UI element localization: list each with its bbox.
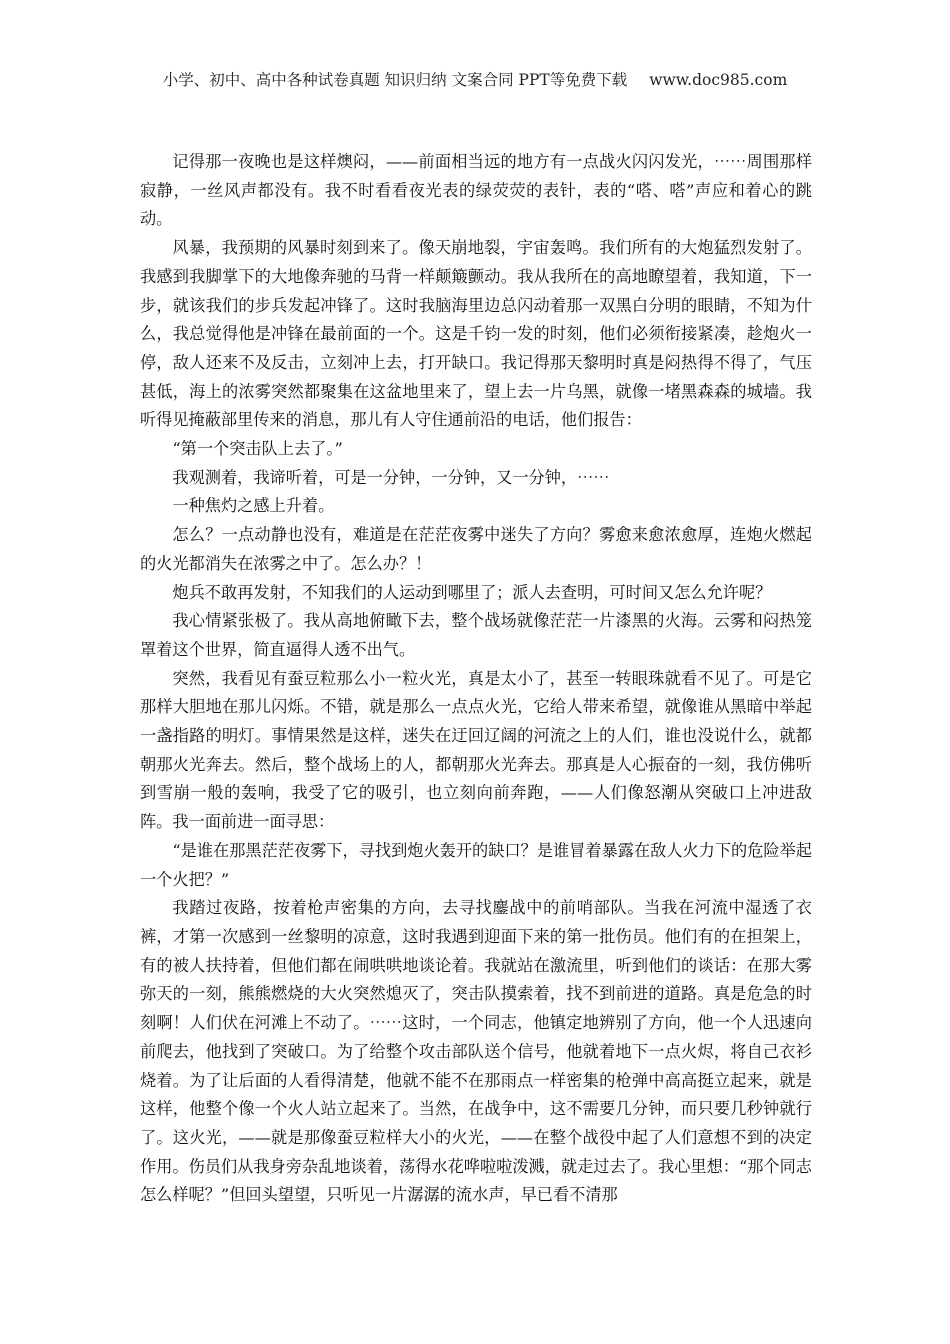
paragraph: 一种焦灼之感上升着。 xyxy=(172,496,335,516)
paragraph: 突然，我看见有蚕豆粒那么小一粒火光，真是太小了，甚至一转眼珠就看不见了。可是它那样大胆地在那儿闪烁。不错，就是那么一点点火光，它给人带来希望，就像谁从黑暗中举起一盏指路的明灯。事情果然是这样，迷失在迂回辽阔的河流之上的人们，谁也没说什么，就都朝那火光奔去。然后，整个战场上的人，都朝那火光奔去。那真是人心振奋的一刻，我仿佛听到雪崩一般的轰响，我受了它的吸引，也立刻向前奔跑，——人们像怒潮从突破口上冲进敌阵。我一面前进一面寻思： xyxy=(140,668,812,832)
paragraph: 我心情紧张极了。我从高地俯瞰下去，整个战场就像茫茫一片漆黑的火海。云雾和闷热笼罩着这个世界，简直逼得人透不出气。 xyxy=(140,611,812,659)
paragraph: 炮兵不敢再发射，不知我们的人运动到哪里了；派人去查明，可时间又怎么允许呢？ xyxy=(172,582,772,602)
paragraph: 风暴，我预期的风暴时刻到来了。像天崩地裂，宇宙轰鸣。我们所有的大炮猛烈发射了。我感到我脚掌下的大地像奔驰的马背一样颠簸颤动。我从我所在的高地瞭望着，我知道，下一步，就该我们的步兵发起冲锋了。这时我脑海里边总闪动着那一双黑白分明的眼睛，不知为什么，我总觉得他是冲锋在最前面的一个。这是千钧一发的时刻，他们必须衔接紧凑，趁炮火一停，敌人还来不及反击，立刻冲上去，打开缺口。我记得那天黎明时真是闷热得不得了，气压甚低，海上的浓雾突然都聚集在这盆地里来了，望上去一片乌黑，就像一堵黑森森的城墙。我听得见掩蔽部里传来的消息，那儿有人守住通前沿的电话，他们报告： xyxy=(140,238,812,430)
header-text: 小学、初中、高中各种试卷真题 知识归纳 文案合同 PPT等免费下载 xyxy=(162,71,628,89)
paragraph: 记得那一夜晚也是这样燠闷，——前面相当远的地方有一点战火闪闪发光，⋯⋯周围那样寂静，一丝风声都没有。我不时看看夜光表的绿荧荧的表针，表的“嗒、嗒”声应和着心的跳动。 xyxy=(140,152,812,229)
page-header xyxy=(0,68,950,90)
paragraph: “第一个突击队上去了。” xyxy=(172,439,343,459)
document-body xyxy=(140,148,812,1210)
header-site-url: www.doc985.com xyxy=(649,71,788,89)
paragraph: 我踏过夜路，按着枪声密集的方向，去寻找鏖战中的前哨部队。当我在河流中湿透了衣裤，才第一次感到一丝黎明的凉意，这时我遇到迎面下来的第一批伤员。他们有的在担架上，有的被人扶持着，但他们都在闹哄哄地谈论着。我就站在激流里，听到他们的谈话：在那大雾弥天的一刻，熊熊燃烧的大火突然熄灭了，突击队摸索着，找不到前进的道路。真是危急的时刻啊！人们伏在河滩上不动了。⋯⋯这时，一个同志，他镇定地辨别了方向，他一个人迅速向前爬去，他找到了突破口。为了给整个攻击部队送个信号，他就着地下一点火烬，将自己衣衫烧着。为了让后面的人看得清楚，他就不能不在那雨点一样密集的枪弹中高高挺立起来，就是这样，他整个像一个火人站立起来了。当然，在战争中，这不需要几分钟，而只要几秒钟就行了。这火光，——就是那像蚕豆粒样大小的火光，——在整个战役中起了人们意想不到的决定作用。伤员们从我身旁杂乱地谈着，荡得水花哗啦啦泼溅，就走过去了。我心里想：“那个同志怎么样呢？”但回头望望，只听见一片潺潺的流水声，早已看不清那 xyxy=(140,898,812,1205)
paragraph: 怎么？一点动静也没有，难道是在茫茫夜雾中迷失了方向？雾愈来愈浓愈厚，连炮火燃起的火光都消失在浓雾之中了。怎么办？！ xyxy=(140,525,812,573)
paragraph: “是谁在那黑茫茫夜雾下，寻找到炮火轰开的缺口？是谁冒着暴露在敌人火力下的危险举起一个火把？” xyxy=(140,840,812,889)
paragraph: 我观测着，我谛听着，可是一分钟，一分钟，又一分钟，⋯⋯ xyxy=(172,467,610,487)
